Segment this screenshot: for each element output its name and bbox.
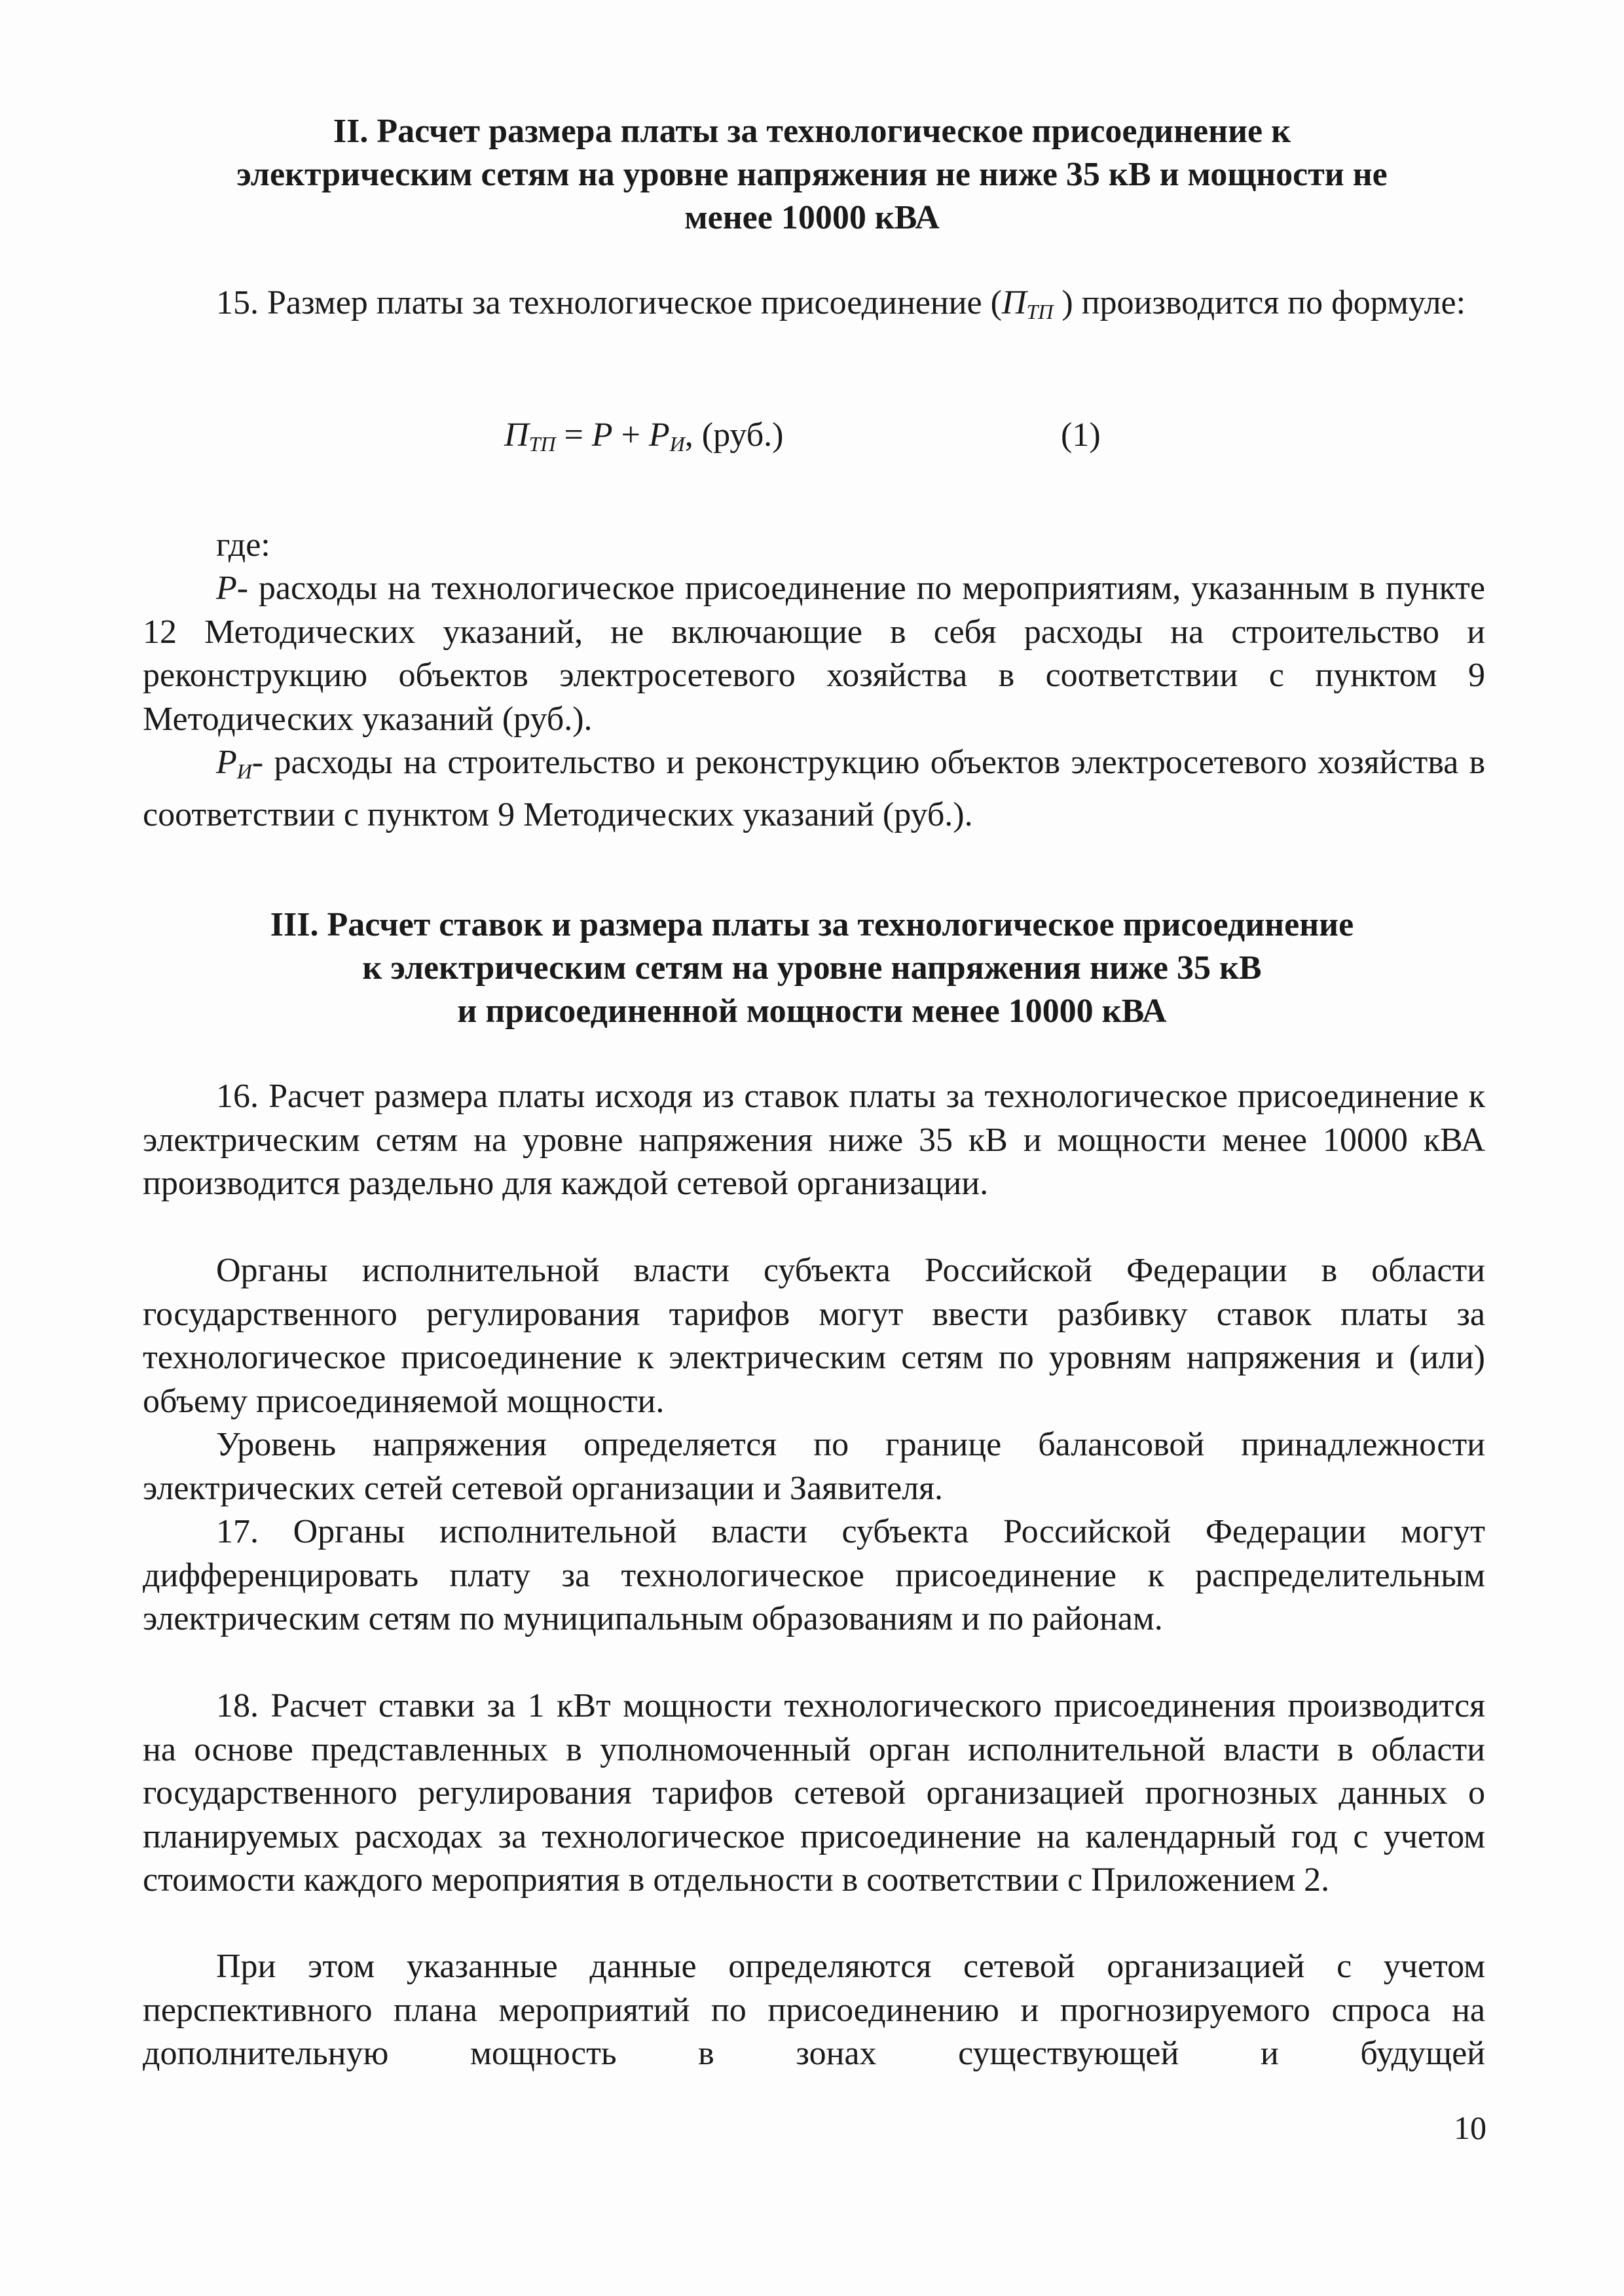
definition-pi-symbol: Р xyxy=(216,744,237,781)
section-2-heading-line: электрическим сетям на уровне напряжения не ниже 35 кВ и мощности не xyxy=(236,156,1388,193)
formula-number: (1) xyxy=(1061,416,1101,454)
definition-p-text: - расходы на технологическое присоединение по мероприятиям, указанным в пункте 12 Методических указаний, не включающие в себя расходы на строительство и реконструкцию объектов электросетевого хозяйства в соответствии с пунктом 9 Методических указаний (руб.). xyxy=(143,570,1485,738)
definition-pi-text: - расходы на строительство и реконструкцию объектов электросетевого хозяйства в соответствии с пунктом 9 Методических указаний (руб.). xyxy=(143,744,1485,833)
paragraph-16-c: Уровень напряжения определяется по границе балансовой принадлежности электрических сетей сетевой организации и Заявителя. xyxy=(143,1426,1485,1507)
section-3-heading-line: III. Расчет ставок и размера платы за технологическое присоединение xyxy=(270,906,1354,943)
page-number: 10 xyxy=(1454,2109,1486,2146)
paragraph-15-text-start: 15. Размер платы за технологическое присоединение ( xyxy=(216,284,1002,321)
symbol-ptp-subscript: ТП xyxy=(1026,300,1054,323)
section-3-heading xyxy=(144,903,1480,1033)
formula-equals: = xyxy=(555,416,592,454)
paragraph-16: 16. Расчет размера платы исходя из ставок платы за технологическое присоединение к электрическим сетям на уровне напряжения ниже 35 кВ и мощности менее 10000 кВА производится раздельно для каждой сетевой организации. xyxy=(143,1078,1485,1202)
definition-pi-subscript: И xyxy=(236,759,252,783)
formula-pi-subscript: И xyxy=(669,432,685,456)
formula-plus: + xyxy=(612,416,649,454)
symbol-ptp: П xyxy=(1001,284,1027,321)
definition-pi xyxy=(143,741,1485,837)
formula-p: Р xyxy=(591,416,613,454)
paragraph-17: 17. Органы исполнительной власти субъекта Российской Федерации могут дифференцировать плату за технологическое присоединение к распределительным электрическим сетям по муниципальным образованиям и по районам. xyxy=(143,1513,1485,1637)
section-3-heading-line: и присоединенной мощности менее 10000 кВА xyxy=(457,993,1167,1030)
paragraph-15-text-end: ) производится по формуле: xyxy=(1061,284,1466,321)
formula-1 xyxy=(504,414,783,465)
paragraph-18: 18. Расчет ставки за 1 кВт мощности технологического присоединения производится на основе представленных в уполномоченный орган исполнительной власти в области государственного регулирования тарифов сетевой организацией прогнозных данных о планируемых расходах за технологическое присоединение на календарный год с учетом стоимости каждого мероприятия в отдельности в соответствии с Приложением 2. xyxy=(143,1687,1485,1899)
formula-pi: Р xyxy=(648,416,670,454)
formula-lhs-subscript: ТП xyxy=(528,432,556,456)
formula-unit: , (руб.) xyxy=(684,416,784,454)
definition-p-symbol: Р xyxy=(216,570,237,607)
where-label: где: xyxy=(216,526,270,564)
paragraph-16-b: Органы исполнительной власти субъекта Российской Федерации в области государственного регулирования тарифов могут ввести разбивку ставок платы за технологическое присоединение к электрическим сетям по уровням напряжения и (или) объему присоединяемой мощности. xyxy=(143,1252,1485,1420)
formula-lhs: П xyxy=(504,416,529,454)
paragraph-15 xyxy=(143,282,1485,334)
section-2-heading-line: II. Расчет размера платы за технологическое присоединение к xyxy=(333,113,1291,150)
paragraph-18-b: При этом указанные данные определяются сетевой организацией с учетом перспективного плана мероприятий по присоединению и прогнозируемого спроса на дополнительную мощность в зонах существующей и будущей xyxy=(143,1948,1485,2072)
definition-p xyxy=(143,567,1485,741)
section-2-heading-line: менее 10000 кВА xyxy=(684,199,940,236)
section-3-heading-line: к электрическим сетям на уровне напряжения ниже 35 кВ xyxy=(362,949,1262,987)
section-2-heading xyxy=(144,110,1480,240)
